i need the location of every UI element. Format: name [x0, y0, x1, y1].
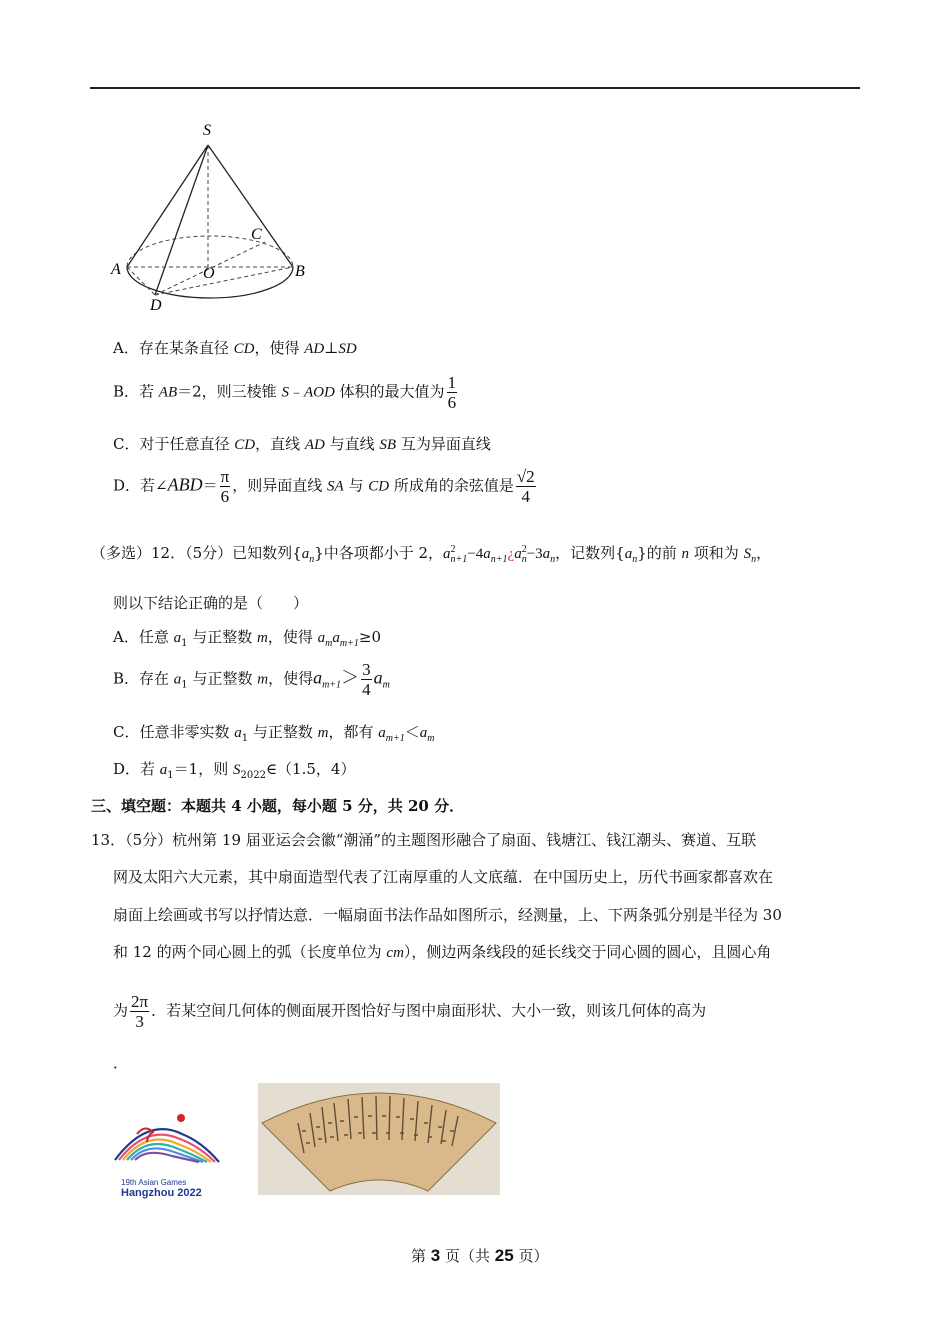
label-A: A — [111, 261, 121, 278]
edge-SD — [155, 145, 208, 295]
q12-option-c: C．任意非零实数 $a_1$ 与正整数 m，都有 $a_{m+1}<a_m$ — [113, 723, 435, 744]
q13-line-5: 为 $\frac{2\pi}{3}$ ．若某空间几何体的侧面展开图恰好与图中扇面形状、大小一致，则该几何体的高为 — [113, 992, 707, 1031]
fraction-3-4: $\frac{3}{4}$ — [362, 660, 371, 699]
q12-option-b: B．存在 $a_1$ 与正整数 m，使得$a_{m+1}>$ $\frac{3}{4}$ $a_m$ — [113, 660, 390, 699]
section-heading: 三、填空题：本题共 4 小题，每小题 5 分，共 20 分． — [91, 797, 465, 815]
q12-option-a: A．任意 $a_1$ 与正整数 m，使得 $a_ma_{m+1}\ge 0$ — [113, 628, 381, 649]
q12-stem: （多选）12．（5分）已知数列$\{a_n\}$中各项都小于 2，a 2 n+1 $-4a_{n+1}¿a$ 2 n $-3a_n$，记数列$\{a_n\}$的前 n 项和为 $S_n$， — [91, 543, 772, 565]
q13-line-4: 和 12 的两个同心圆上的弧（长度单位为 cm），侧边两条线段的延长线交于同心圆的圆心，且圆心角 — [113, 943, 772, 961]
asian-games-logo — [107, 1112, 227, 1200]
label-D: D — [150, 297, 162, 314]
label-B: B — [295, 263, 305, 280]
recurrence-formula: a 2 n+1 $-4a_{n+1}¿a$ 2 n $-3a_n$ — [443, 543, 556, 565]
cone-figure — [105, 115, 315, 315]
fraction-2pi-3: $\frac{2\pi}{3}$ — [131, 992, 149, 1031]
q13-line-3: 扇面上绘画或书写以抒情达意．一幅扇面书法作品如图所示，经测量，上、下两条弧分别是半径为 30 — [113, 906, 782, 924]
q12-prompt: 则以下结论正确的是（ ） — [113, 594, 309, 612]
page-footer: 第 3 页（共 25 页） — [411, 1246, 549, 1265]
fan-calligraphy-image — [258, 1083, 500, 1195]
fraction-sqrt2-4: $\frac{√2}{4}$ — [516, 467, 535, 506]
segment-DB — [155, 267, 293, 295]
segment-AD — [127, 267, 155, 295]
q11-option-c: C．对于任意直径 CD，直线 AD 与直线 SB 互为异面直线 — [113, 435, 491, 453]
q13-line-2: 网及太阳六大元素，其中扇面造型代表了江南厚重的人文底蕴．在中国历史上，历代书画家都喜欢在 — [113, 868, 774, 886]
logo-caption-line-1: 19th Asian Games — [121, 1178, 187, 1187]
label-C: C — [251, 226, 262, 243]
q11-option-d: D．若∠ABD＝ $\frac{\pi}{6}$ ，则异面直线 SA 与 CD 所成角的余弦值是 $\frac{√2}{4}$ — [113, 467, 535, 506]
label-S: S — [203, 122, 211, 139]
fraction-pi-6: $\frac{\pi}{6}$ — [220, 467, 230, 506]
fraction-1-6: $\frac{1}{6}$ — [447, 373, 457, 412]
label-O: O — [203, 265, 215, 282]
q13-line-1: 13．（5分）杭州第 19 届亚运会会徽“潮涌”的主题图形融合了扇面、钱塘江、钱江潮头、赛道、互联 — [91, 831, 757, 849]
q13-answer-blank: ． — [113, 1054, 129, 1072]
header-rule — [90, 87, 860, 89]
logo-caption-line-2: Hangzhou 2022 — [121, 1187, 202, 1199]
logo-emblem — [107, 1112, 227, 1174]
q11-option-b: B．若 AB＝2，则三棱锥 S﹣AOD 体积的最大值为 $\frac{1}{6}$ — [113, 373, 457, 412]
q12-option-d: D．若 $a_1=1$，则 $S_{2022}\in(1.5$，4） — [113, 760, 356, 781]
q11-option-a: A．存在某条直径 CD，使得 AD⊥SD — [113, 339, 357, 357]
fan-shape — [258, 1083, 500, 1195]
edge-SA — [127, 145, 208, 267]
